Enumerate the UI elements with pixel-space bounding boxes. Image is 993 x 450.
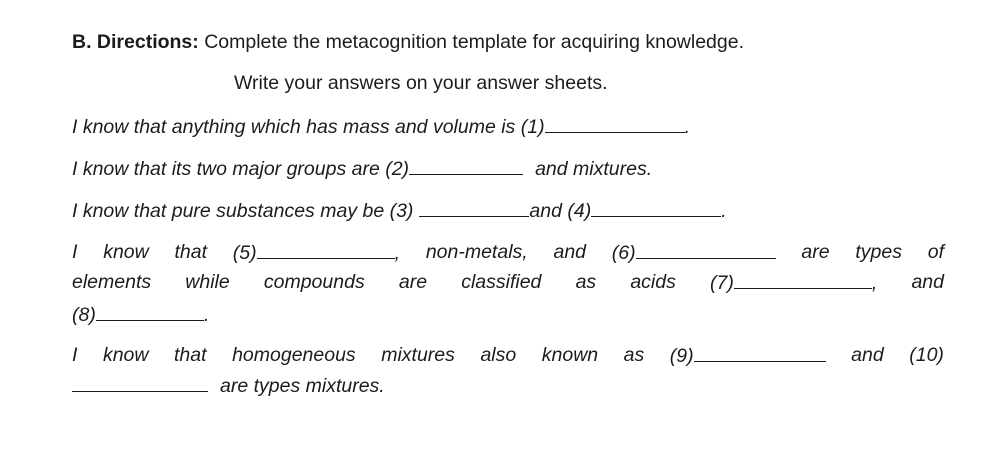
directions-subline: Write your answers on your answer sheets.	[234, 72, 608, 94]
blank-3[interactable]	[419, 198, 529, 217]
comma: ,	[871, 272, 878, 294]
sentence-5-line-2	[72, 373, 385, 398]
sentence-3-text: I know that pure substances may be (3)	[72, 200, 414, 222]
word: non-metals,	[425, 241, 528, 263]
word: classified	[461, 271, 542, 293]
word: of	[927, 241, 944, 263]
blank-6-group	[612, 240, 776, 265]
word: (7)	[710, 272, 734, 294]
blank-10[interactable]	[72, 373, 208, 392]
sentence-1-period: .	[684, 116, 690, 138]
word: are	[398, 271, 428, 293]
word: also	[480, 344, 517, 366]
blank-2[interactable]	[409, 156, 523, 175]
word: while	[185, 271, 230, 293]
sentence-2-tail: and mixtures.	[535, 158, 653, 180]
word: mixtures	[381, 344, 455, 366]
blank-8[interactable]	[96, 302, 204, 321]
word: acids	[630, 271, 676, 293]
sentence-5-tail: are types mixtures.	[220, 375, 385, 397]
sentence-1-text: I know that anything which has mass and volume is (1)	[72, 116, 545, 138]
word: and	[553, 241, 587, 263]
sentence-2	[72, 156, 652, 181]
word: as	[623, 344, 645, 366]
word: (10)	[909, 344, 944, 366]
directions-heading	[72, 30, 744, 54]
word: I	[72, 344, 78, 366]
word: as	[575, 271, 597, 293]
word: types	[855, 241, 902, 263]
word: are	[801, 241, 830, 263]
word: (5)	[232, 242, 257, 264]
word: I	[72, 241, 78, 263]
sentence-4-line-3	[72, 302, 209, 327]
word: (8)	[72, 304, 96, 326]
word: elements	[72, 271, 152, 293]
word: that	[174, 344, 207, 366]
word: compounds	[263, 271, 365, 293]
directions-label: B. Directions:	[72, 31, 199, 53]
word: homogeneous	[232, 344, 356, 366]
blank-7[interactable]	[734, 270, 872, 289]
comma: ,	[394, 242, 401, 264]
blank-1[interactable]	[545, 114, 685, 133]
sentence-3-period: .	[721, 200, 727, 222]
word: (9)	[669, 345, 694, 367]
blank-4[interactable]	[591, 198, 721, 217]
word: know	[103, 241, 149, 263]
sentence-4-line-2	[72, 270, 944, 295]
word: (6)	[611, 242, 636, 264]
sentence-2-text: I know that its two major groups are (2)	[72, 158, 410, 180]
word: known	[541, 344, 599, 366]
blank-5[interactable]	[257, 240, 395, 259]
blank-7-group	[710, 270, 877, 295]
sentence-5-line-1	[72, 343, 944, 368]
sentence-4-line-1	[72, 240, 944, 265]
directions-text: Complete the metacognition template for acquiring knowledge.	[198, 31, 745, 53]
sentence-4-period: .	[203, 304, 210, 326]
sentence-3	[72, 198, 727, 223]
blank-9-group	[670, 343, 826, 368]
sentence-1	[72, 114, 690, 139]
blank-6[interactable]	[636, 240, 776, 259]
word: know	[102, 344, 149, 366]
word: and	[911, 271, 944, 293]
blank-5-group	[233, 240, 400, 265]
sentence-3-mid: and (4)	[529, 200, 592, 222]
word: that	[174, 241, 208, 263]
blank-9[interactable]	[694, 343, 826, 362]
word: and	[851, 344, 884, 366]
